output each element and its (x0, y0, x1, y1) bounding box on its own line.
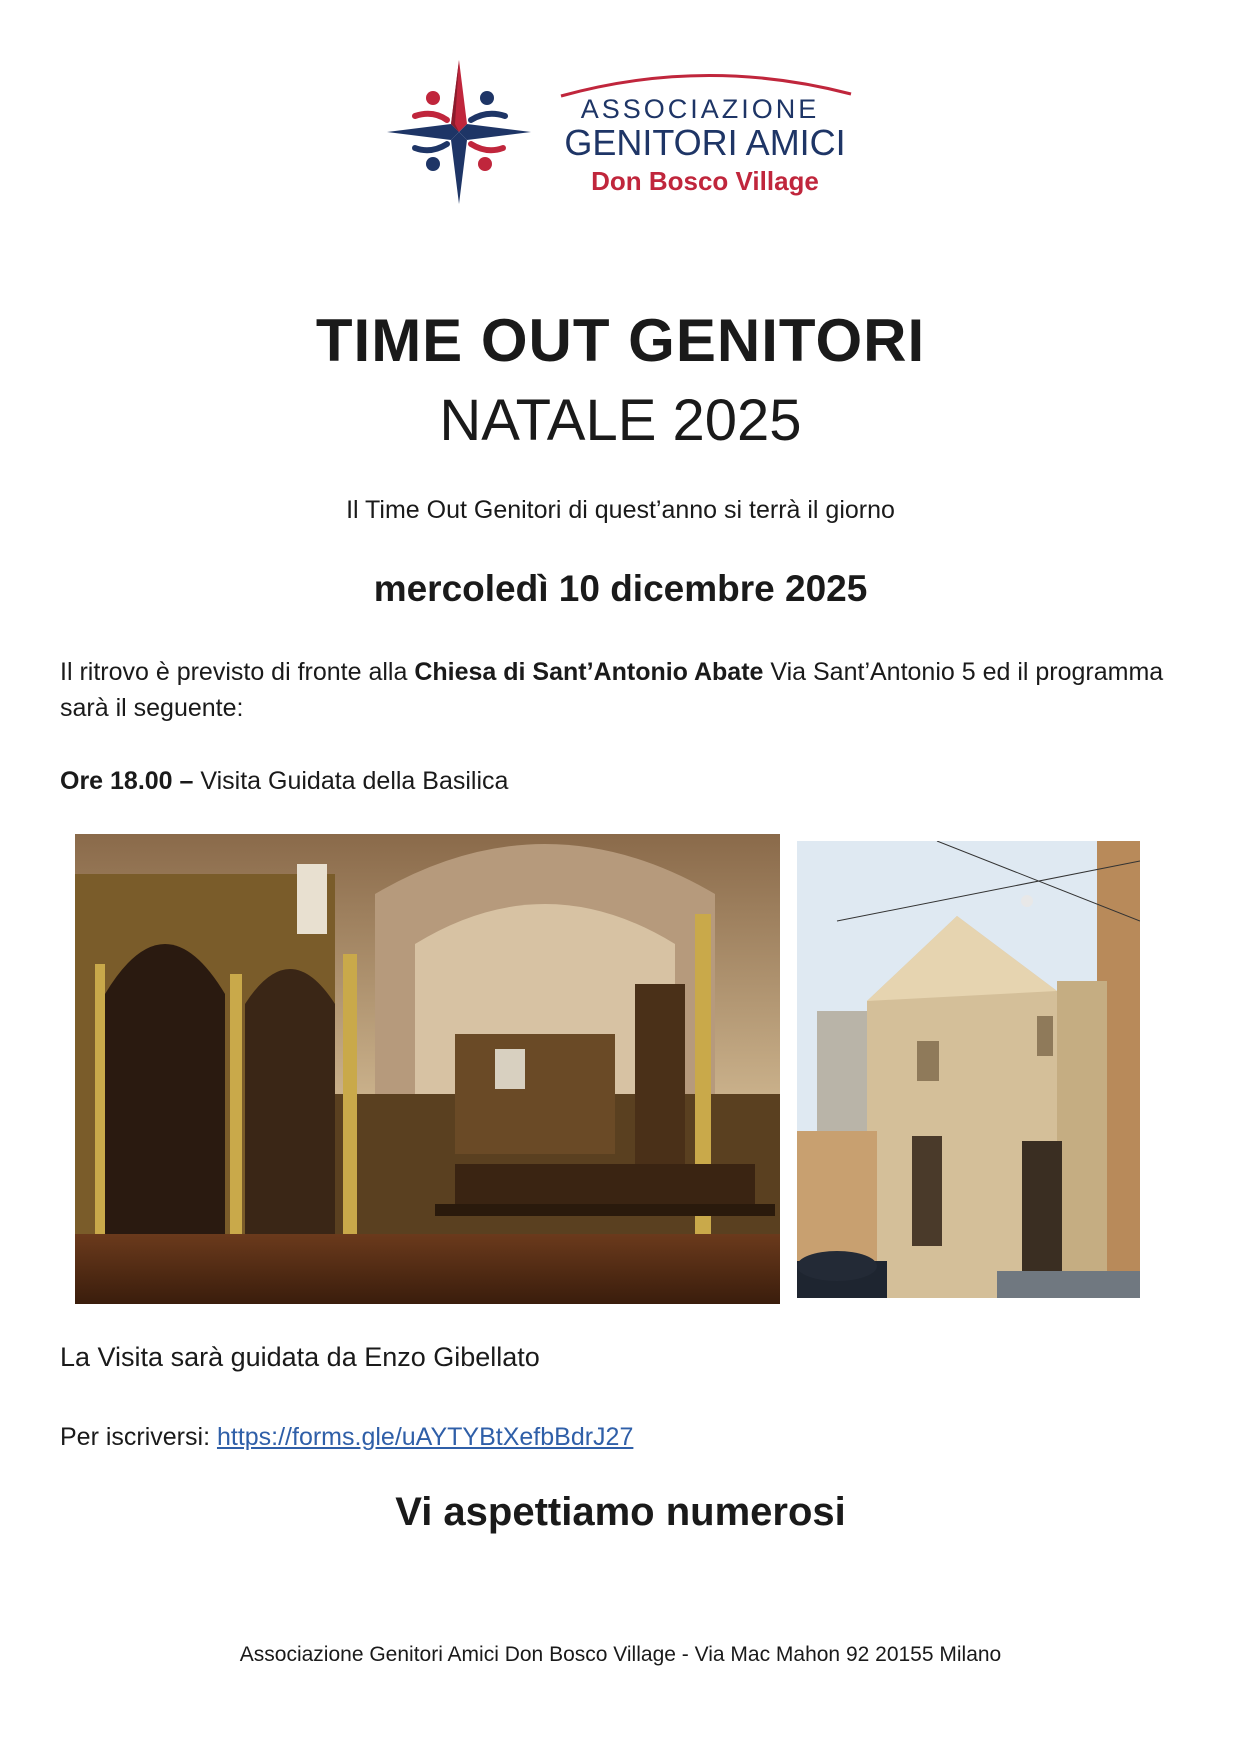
meeting-suffix: Via Sant’Antonio 5 ed il programma sarà il seguente: (60, 658, 1164, 722)
event-date: mercoledì 10 dicembre 2025 (373, 568, 868, 609)
page-subtitle: NATALE 2025 (439, 388, 802, 453)
association-logo-icon (385, 58, 533, 206)
schedule-line (60, 763, 1180, 799)
church-exterior-photo (797, 841, 1140, 1298)
schedule-activity: Visita Guidata della Basilica (193, 767, 509, 795)
signup-label: Per iscriversi: (60, 1423, 217, 1451)
signup-line (60, 1419, 1180, 1455)
logo-text-associazione: ASSOCIAZIONE (580, 94, 820, 124)
logo-text-don-bosco: Don Bosco Village (591, 166, 819, 196)
logo-text-genitori-amici: GENITORI AMICI (564, 122, 846, 163)
closing-text: Vi aspettiamo numerosi (395, 1490, 846, 1534)
footer-address: Associazione Genitori Amici Don Bosco Village - Via Mac Mahon 92 20155 Milano (239, 1643, 1002, 1666)
page-title: TIME OUT GENITORI (315, 307, 926, 374)
meeting-paragraph (60, 654, 1180, 726)
meeting-prefix: Il ritrovo è previsto di fronte alla (60, 658, 415, 686)
intro-text: Il Time Out Genitori di quest’anno si terrà il giorno (346, 496, 895, 524)
basilica-interior-photo (75, 834, 780, 1304)
meeting-place: Chiesa di Sant’Antonio Abate (414, 658, 764, 686)
schedule-time: Ore 18.00 – (60, 767, 194, 795)
signup-link[interactable]: https://forms.gle/uAYTYBtXefbBdrJ27 (216, 1423, 634, 1451)
guide-text: La Visita sarà guidata da Enzo Gibellato (60, 1342, 540, 1372)
